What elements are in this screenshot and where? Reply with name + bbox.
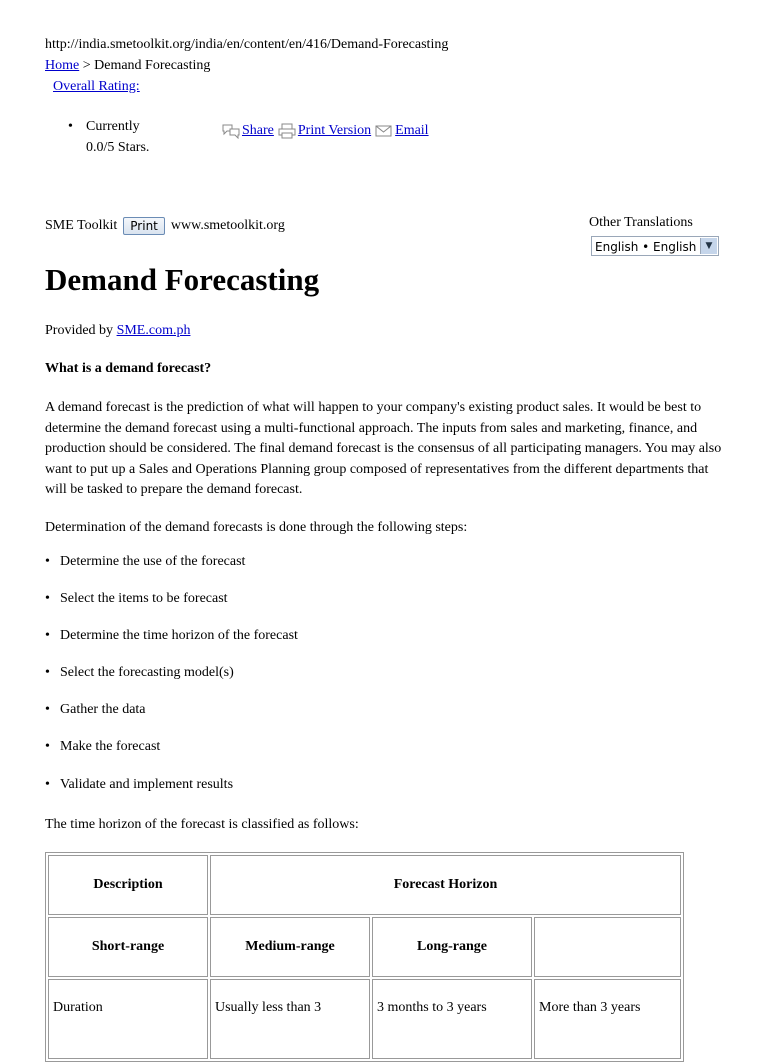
print-icon[interactable]: [278, 123, 296, 139]
toolkit-bar: [45, 217, 285, 235]
paragraph-horizon-intro: The time horizon of the forecast is classified as follows:: [45, 817, 359, 832]
bullet-icon: •: [45, 777, 50, 792]
bullet-icon: •: [45, 702, 50, 717]
bullet-icon: •: [45, 739, 50, 754]
sme-toolkit-label: SME Toolkit: [45, 218, 118, 233]
table-header-cell: Forecast Horizon: [210, 855, 681, 915]
breadcrumb-current: Demand Forecasting: [94, 58, 211, 73]
print-version-link[interactable]: Print Version: [297, 123, 372, 138]
table-cell: 3 months to 3 years: [372, 979, 532, 1059]
table-row: [48, 979, 681, 1059]
overall-rating-link[interactable]: Overall Rating:: [53, 79, 140, 94]
print-button[interactable]: Print: [123, 217, 165, 235]
bullet-icon: •: [45, 665, 50, 680]
translation-selected-value: English • English: [595, 240, 697, 254]
table-header-cell: Description: [48, 855, 208, 915]
table-cell: Usually less than 3: [210, 979, 370, 1059]
site-label: www.smetoolkit.org: [170, 218, 285, 233]
table-cell: More than 3 years: [534, 979, 681, 1059]
table-header-cell: Short-range: [48, 917, 208, 977]
provider-link[interactable]: SME.com.ph: [116, 323, 191, 338]
share-icon[interactable]: [222, 123, 240, 139]
forecast-horizon-table: [45, 852, 684, 1062]
paragraph-steps-intro: Determination of the demand forecasts is done through the following steps:: [45, 520, 468, 535]
page-url: http://india.smetoolkit.org/india/en/content/en/416/Demand-Forecasting: [45, 37, 449, 52]
chevron-down-icon[interactable]: ▼: [700, 238, 717, 254]
breadcrumb: [45, 58, 210, 74]
article-actions: [222, 123, 431, 139]
provided-by: [45, 323, 190, 339]
table-header-cell: [534, 917, 681, 977]
translation-select[interactable]: [591, 236, 719, 256]
bullet-icon: •: [45, 591, 50, 606]
provided-by-prefix: Provided by: [45, 323, 114, 338]
bullet-icon: •: [68, 119, 73, 134]
other-translations-label: Other Translations: [589, 215, 693, 230]
breadcrumb-separator: >: [82, 58, 91, 73]
bullet-icon: •: [45, 628, 50, 643]
email-link[interactable]: Email: [395, 123, 429, 138]
page-title: Demand Forecasting: [45, 262, 320, 297]
bullet-icon: •: [45, 554, 50, 569]
table-cell: Duration: [48, 979, 208, 1059]
rating-text: Currently 0.0/5 Stars.: [86, 119, 150, 155]
breadcrumb-home-link[interactable]: Home: [45, 58, 80, 73]
section-question: What is a demand forecast?: [45, 361, 212, 376]
email-icon[interactable]: [375, 123, 393, 139]
table-header-row: [48, 855, 681, 915]
paragraph-definition: A demand forecast is the prediction of what will happen to your company's existing product sales. It would be best to determine the demand forecast using a multi-functional approach. The inputs from sales and marketing, finance, and production should be considered. The final demand forecast is the consensus of all participating managers. You may also want to put up a Sales and Operations Planning group composed of representatives from the different departments that will be tasked to prepare the demand forecast.: [45, 400, 722, 497]
table-header-cell: Medium-range: [210, 917, 370, 977]
table-header-cell: Long-range: [372, 917, 532, 977]
table-header-row: [48, 917, 681, 977]
share-link[interactable]: Share: [242, 123, 274, 138]
